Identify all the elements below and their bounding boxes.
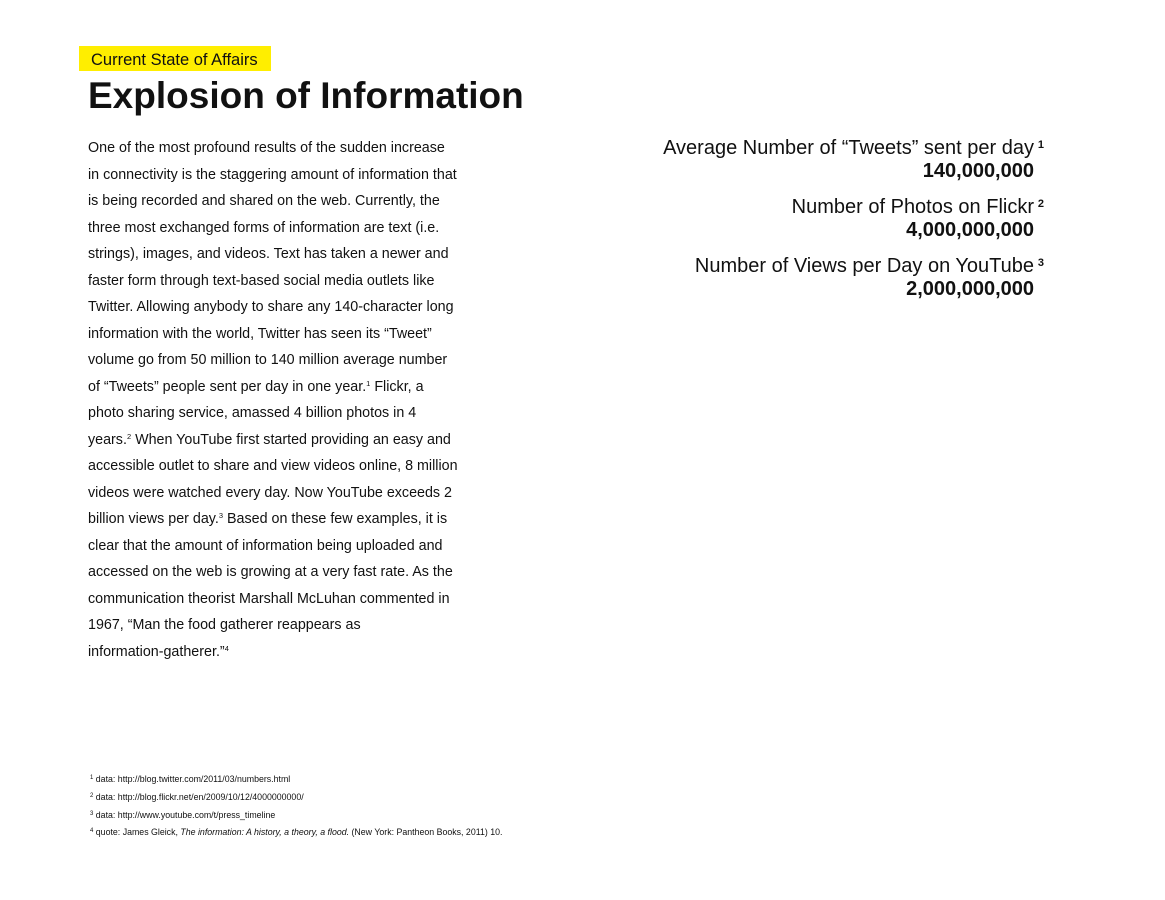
stat-flickr-photos [663,194,1044,241]
body-line: videos were watched every day. Now YouTube exceeds 2 [88,484,452,501]
stat-label [663,253,1044,279]
body-line: faster form through text-based social media outlets like [88,272,435,289]
stat-label [663,194,1044,220]
body-line-text: When YouTube first started providing an easy and [131,431,451,448]
body-line [88,639,488,666]
footnote-text: data: http://www.youtube.com/t/press_timeline [93,809,276,820]
footnote-text: data: http://blog.flickr.net/en/2009/10/12/4000000000/ [93,791,304,802]
body-line: Twitter. Allowing anybody to share any 140-character long [88,299,454,315]
footnote-ref: 1 [366,378,371,388]
footnote-mark: 1 [90,775,94,781]
body-line-text: Based on these few examples, it is [223,511,448,527]
body-line-text: Flickr, a [370,378,424,395]
footnote-ref: 4 [224,643,229,653]
stat-footnote-ref: 3 [1037,257,1044,269]
body-line: volume go from 50 million to 140 million average number [88,352,448,368]
body-line: accessible outlet to share and view videos online, 8 million [88,458,458,474]
stats-panel [663,135,1044,312]
body-line-text: information-gatherer.” [88,643,225,660]
body-line: One of the most profound results of the sudden increase [88,140,445,156]
footnote-mark: 4 [90,828,94,835]
stat-label [663,135,1044,161]
stat-footnote-ref: 2 [1037,198,1044,210]
footnotes [90,771,502,842]
body-line: communication theorist Marshall McLuhan commented in [88,590,450,607]
footnote-4 [90,824,502,842]
section-tag: Current State of Affairs [79,46,271,71]
body-line-text: years. [88,431,127,448]
stat-label-text: Number of Views per Day on YouTube [694,255,1034,277]
body-line: information with the world, Twitter has seen its “Tweet” [88,325,432,342]
stat-tweets [663,135,1044,182]
stat-value: 140,000,000 [922,160,1034,182]
footnote-text: quote: James Gleick, [93,827,181,838]
stat-footnote-ref: 1 [1037,139,1044,151]
footnote-1 [90,771,502,789]
body-line: three most exchanged forms of information are text (i.e. [88,219,440,236]
body-line: strings), images, and videos. Text has taken a newer and [88,246,449,262]
body-line [88,374,488,401]
footnote-3 [90,807,502,825]
stat-label-text: Average Number of “Tweets” sent per day [663,137,1034,159]
body-paragraph [88,135,488,665]
body-line-text: billion views per day. [88,511,219,527]
footnote-mark: 2 [90,792,94,799]
body-line: in connectivity is the staggering amount of information that [88,166,457,183]
footnote-book-title: The information: A history, a theory, a flood. [180,827,350,838]
footnote-ref: 3 [218,511,224,520]
body-line [88,506,488,533]
stat-youtube-views [663,253,1044,300]
footnote-ref: 2 [126,431,132,441]
body-line: 1967, “Man the food gatherer reappears as [88,617,361,633]
body-line: accessed on the web is growing at a very fast rate. As the [88,564,453,580]
body-line: is being recorded and shared on the web. Currently, the [88,193,440,209]
body-line: photo sharing service, amassed 4 billion photos in 4 [88,405,417,421]
footnote-mark: 3 [90,810,94,817]
footnote-text: (New York: Pantheon Books, 2011) 10. [349,827,503,838]
page-title: Explosion of Information [88,75,524,116]
body-line-text: of “Tweets” people sent per day in one year. [88,378,367,395]
body-line [88,427,488,454]
stat-value: 2,000,000,000 [906,278,1034,300]
footnote-text: data: http://blog.twitter.com/2011/03/numbers.html [93,774,291,784]
body-line: clear that the amount of information being uploaded and [88,537,443,554]
stat-label-text: Number of Photos on Flickr [791,196,1034,218]
stat-value: 4,000,000,000 [906,219,1034,241]
footnote-2 [90,789,502,807]
